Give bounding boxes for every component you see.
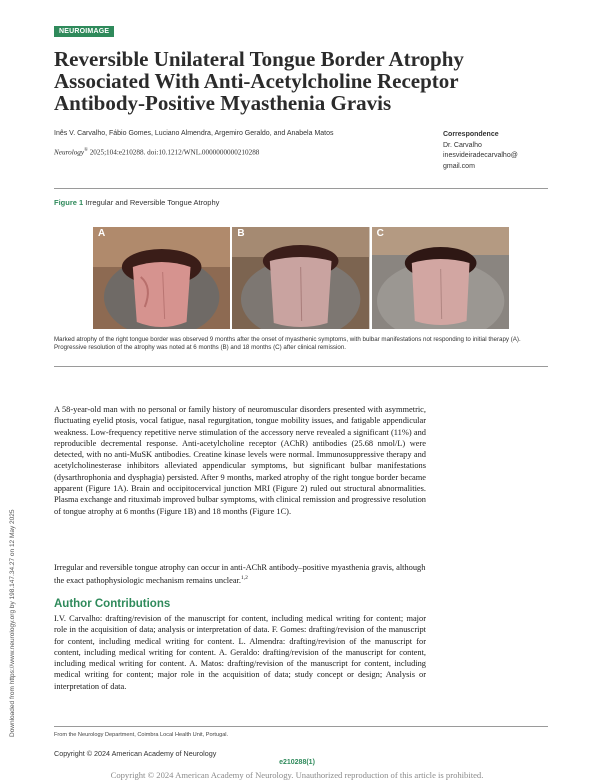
download-sidebar: Downloaded from https://www.neurology.org by 198.147.34.27 on 12 May 2025 (9, 509, 16, 737)
author-contributions-heading: Author Contributions (54, 598, 171, 610)
author-list: Inês V. Carvalho, Fábio Gomes, Luciano Almendra, Argemiro Geraldo, and Anabela Matos (54, 130, 334, 137)
divider (54, 188, 548, 189)
article-title: Reversible Unilateral Tongue Border Atrophy Associated With Anti-Acetylcholine Receptor Antibody-Positive Myasthenia Gravis (54, 47, 464, 115)
case-paragraph: A 58-year-old man with no personal or family history of neuromuscular disorders presented with asymmetric, fluctuating eyelid ptosis, vocal fatigue, nasal regurgitation, tongue mobility issues, and fatigable appendicular weakness. Low-frequency repetitive nerve stimulation of the accessory nerve revealed a significant (11%) and reproducible decremental response. Anti-acetylcholine receptor (AChR) antibodies (25.68 nmol/L) were detected, with no anti-MuSK antibodies. Creatine kinase levels were normal. Immunosuppressive therapy and acetylcholinesterase inhibitors alleviated appendicular symptoms, but significant bulbar manifestations (dysarthrophonia and dysphagia) persisted. After 9 months, marked atrophy of the right tongue border became apparent (Figure 1A). Brain and occipitocervical junction MRI (Figure 2) ruled out structural abnormalities. Plasma exchange and rituximab improved bulbar symptoms, with clinical remission and progressive resolution of tongue atrophy at 6 months (Figure 1B) and 18 months (Figure 1C). (54, 405, 426, 516)
page-id: e210288(1) (279, 759, 315, 766)
reproduction-notice: Copyright © 2024 American Academy of Neurology. Unauthorized reproduction of this article is prohibited. (110, 770, 484, 780)
panel-label-a: A (98, 228, 106, 239)
copyright-line: Copyright © 2024 American Academy of Neurology (54, 749, 217, 758)
tongue-photo-a (93, 227, 230, 329)
discussion-paragraph (54, 562, 426, 586)
correspondence-email-2[interactable]: gmail.com (443, 162, 475, 170)
section-tag: NEUROIMAGE (54, 26, 114, 37)
author-contributions-text: I.V. Carvalho: drafting/revision of the manuscript for content, including medical writing for content; major role in the acquisition of data; analysis or interpretation of data. F. Gomes: drafting/revision of the manuscript for content, including medical writing for content. L. Almendra: drafting/revision of the manuscript for content, including medical writing for content. A. Geraldo: drafting/revision of the manuscript for content, including medical writing for content. A. Matos: drafting/revision of the manuscript for content, including medical writing for content; major role in the acquisition of data; study concept or design; Analysis or interpretation of data. (54, 614, 426, 691)
citation-line (54, 148, 259, 156)
figure-photos (93, 227, 509, 329)
tongue-photo-b (232, 227, 369, 329)
reference-superscript[interactable]: 1,2 (240, 575, 248, 582)
correspondence-box (443, 130, 553, 172)
photo-panel-c (372, 227, 509, 329)
panel-label-c: C (376, 228, 384, 239)
correspondence-heading: Correspondence (443, 131, 499, 138)
figure-label: Figure 1 (54, 198, 84, 207)
photo-panel-b (232, 227, 369, 329)
registered-mark: ® (84, 148, 88, 153)
figure-caption-text: Irregular and Reversible Tongue Atrophy (83, 198, 220, 207)
citation-details: 2025;104:e210288. doi:10.1212/WNL.0000000000210288 (87, 148, 260, 157)
panel-label-b: B (237, 228, 245, 239)
figure-caption (54, 198, 219, 207)
affiliation: From the Neurology Department, Coimbra Local Health Unit, Portugal. (54, 732, 229, 738)
journal-name: Neurology (54, 148, 85, 157)
figure-legend: Marked atrophy of the right tongue border was observed 9 months after the onset of myasthenic symptoms, with bulbar manifestations not responding to initial therapy (A). Progressive resolution of the atrophy was noted at 6 months (B) and 18 months (C) after clinical remission. (54, 336, 521, 351)
photo-panel-a (93, 227, 230, 329)
tongue-photo-c (372, 227, 509, 329)
divider (54, 726, 548, 727)
divider (54, 366, 548, 367)
discussion-text: Irregular and reversible tongue atrophy can occur in anti-AChR antibody–positive myasthenia gravis, although the exact pathophysiologic mechanism remains unclear. (54, 563, 426, 586)
correspondence-email-1[interactable]: inesvideiradecarvalho@ (443, 152, 518, 159)
correspondence-name: Dr. Carvalho (443, 141, 482, 149)
